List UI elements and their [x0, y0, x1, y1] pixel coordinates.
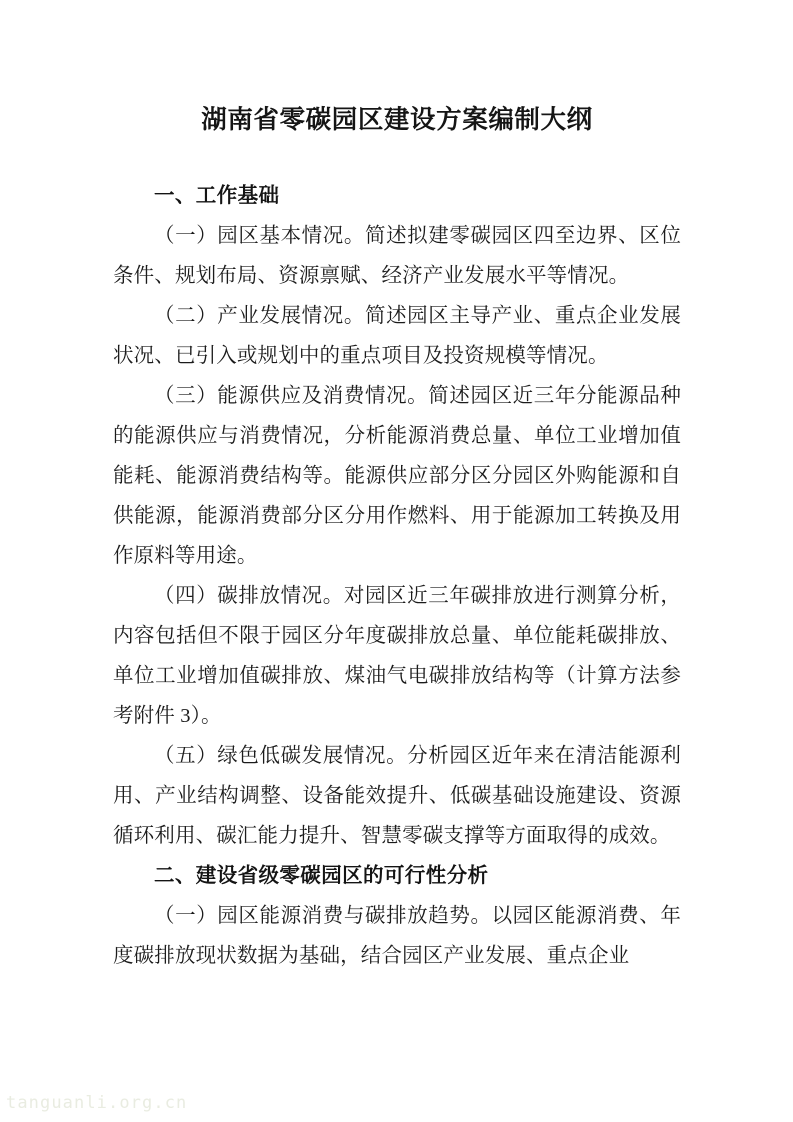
site-watermark: tanguanli.org.cn [6, 1093, 188, 1113]
document-content [113, 0, 681, 976]
section-heading-2: 二、建设省级零碳园区的可行性分析 [154, 864, 489, 887]
paragraph-1-5: （五）绿色低碳发展情况。分析园区近年来在清洁能源利用、产业结构调整、设备能效提升、低碳基础设施建设、资源循环利用、碳汇能力提升、智慧零碳支撑等方面取得的成效。 [113, 745, 681, 847]
paragraph-2-1: （一）园区能源消费与碳排放趋势。以园区能源消费、年度碳排放现状数据为基础，结合园区产业发展、重点企业 [113, 905, 681, 967]
paragraph-1-3: （三）能源供应及消费情况。简述园区近三年分能源品种的能源供应与消费情况，分析能源消费总量、单位工业增加值能耗、能源消费结构等。能源供应部分区分园区外购能源和自供能源，能源消费部分区分用作燃料、用于能源加工转换及用作原料等用途。 [113, 385, 681, 567]
page-title: 湖南省零碳园区建设方案编制大纲 [201, 106, 593, 134]
section-heading-1: 一、工作基础 [154, 184, 280, 207]
paragraph-1-2: （二）产业发展情况。简述园区主导产业、重点企业发展状况、已引入或规划中的重点项目及投资规模等情况。 [113, 305, 681, 367]
paragraph-1-1: （一）园区基本情况。简述拟建零碳园区四至边界、区位条件、规划布局、资源禀赋、经济产业发展水平等情况。 [113, 225, 681, 287]
paragraph-1-4: （四）碳排放情况。对园区近三年碳排放进行测算分析，内容包括但不限于园区分年度碳排放总量、单位能耗碳排放、单位工业增加值碳排放、煤油气电碳排放结构等（计算方法参考附件 3）。 [113, 585, 681, 727]
